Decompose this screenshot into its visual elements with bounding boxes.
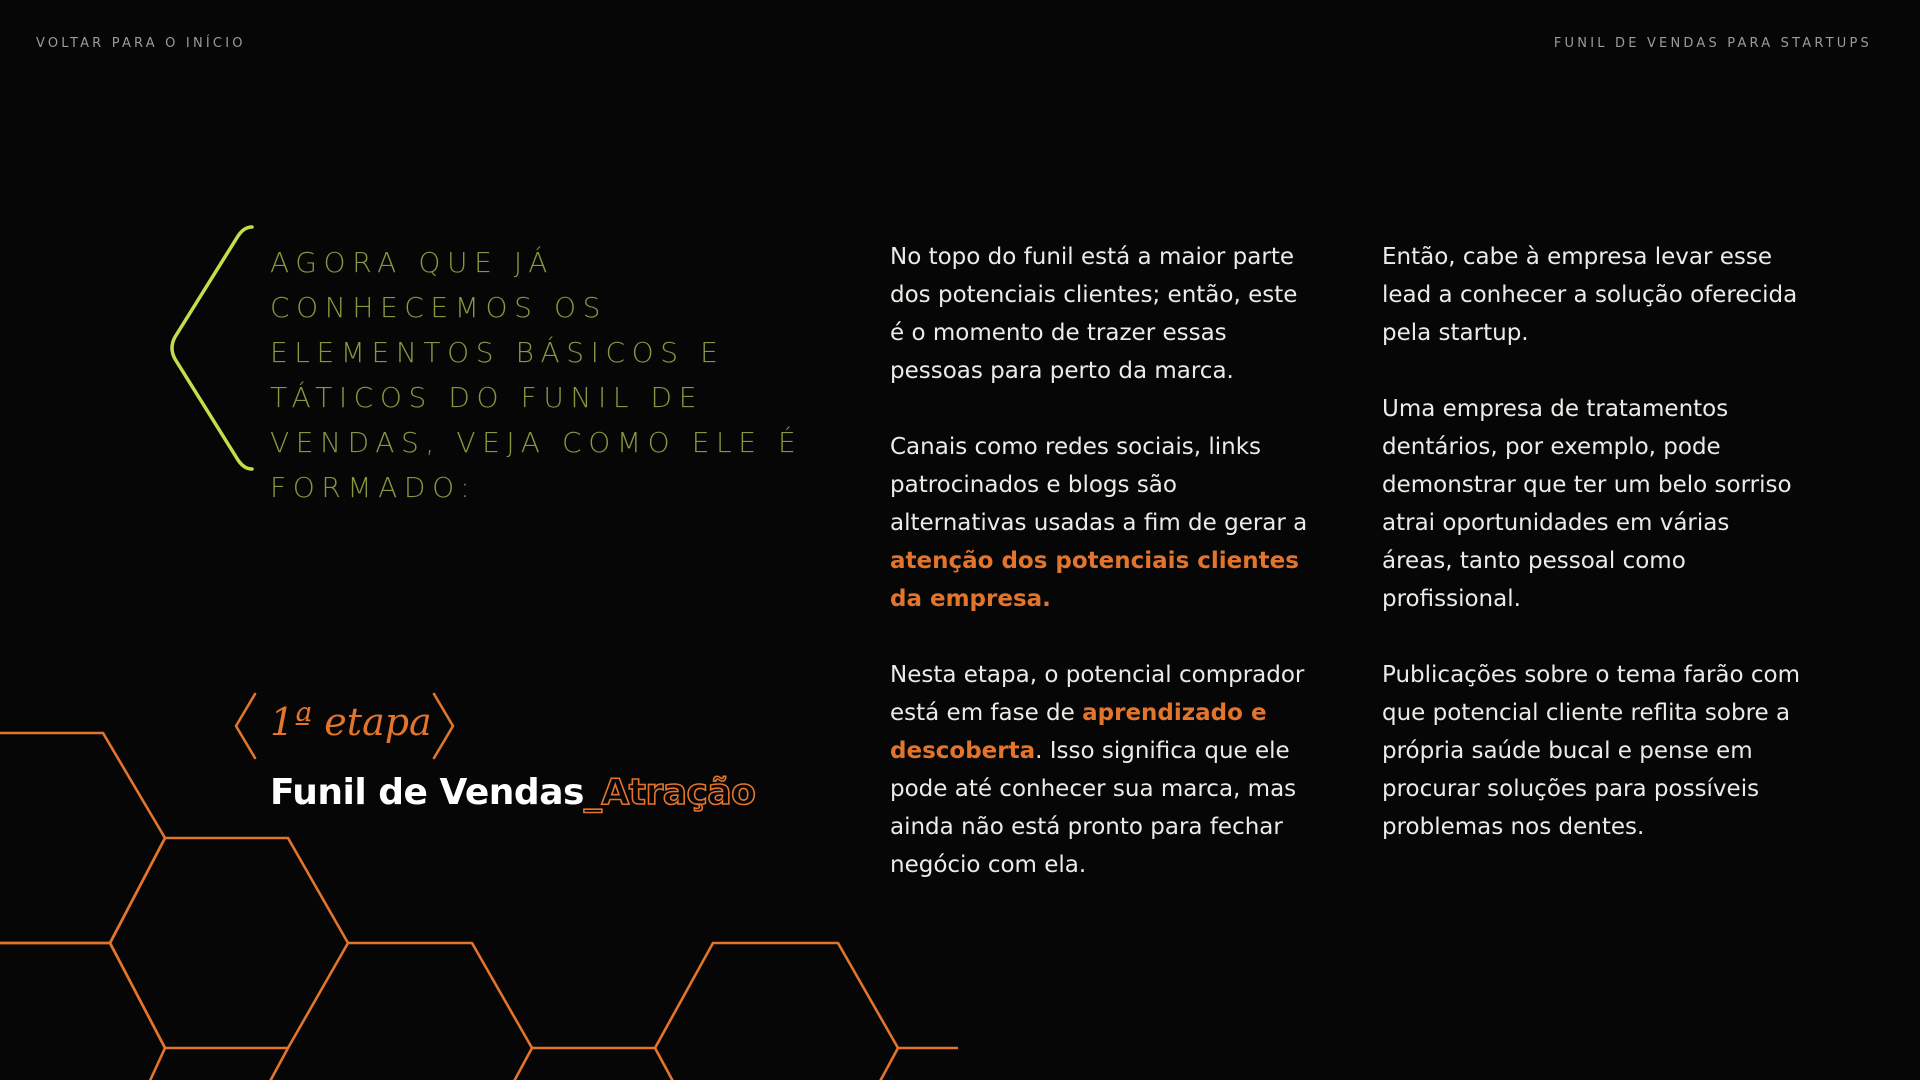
hexagon-shape <box>268 1048 288 1080</box>
hexagon-shape <box>0 733 165 943</box>
stage-bracket-right <box>434 694 453 758</box>
paragraph: Então, cabe à empresa levar esse lead a conhecer a solução oferecida pela startup. <box>1382 244 1798 346</box>
paragraph-text: Nesta etapa, o potencial comprador está em fase de <box>890 662 1305 726</box>
hexagon-shape <box>0 943 165 1080</box>
hexagon-shape <box>655 943 898 1080</box>
paragraph <box>890 428 1310 618</box>
paragraph: No topo do funil está a maior parte dos potenciais clientes; então, este é o momento de trazer essas pessoas para perto da marca. <box>890 244 1298 384</box>
stage-number-label: 1ª etapa <box>270 700 432 744</box>
section-title-link[interactable]: FUNIL DE VENDAS PARA STARTUPS <box>1553 36 1872 51</box>
bracket-shape <box>172 227 252 469</box>
back-to-start-link[interactable]: VOLTAR PARA O INÍCIO <box>36 36 246 51</box>
paragraph: Uma empresa de tratamentos dentários, por exemplo, pode demonstrar que ter um belo sorriso atrai oportunidades em várias áreas, tanto pessoal como profissional. <box>1382 396 1792 612</box>
paragraph <box>890 656 1310 884</box>
paragraph: Publicações sobre o tema farão com que potencial cliente reflita sobre a própria saúde bucal e pense em procurar soluções para possíveis problemas nos dentes. <box>1382 662 1800 840</box>
hexagon-shape <box>348 943 532 1080</box>
highlight-text: atenção dos potenciais clientes da empresa. <box>890 548 1299 612</box>
hexagon-shape <box>110 838 348 1048</box>
text-column-2 <box>1382 238 1802 884</box>
stage-title-accent: _Atração <box>583 772 756 813</box>
highlight-text: aprendizado e descoberta <box>890 700 1267 764</box>
stage-bracket-left <box>236 694 255 758</box>
stage-title-main: Funil de Vendas <box>270 772 584 813</box>
hexagon-shape <box>532 1048 675 1080</box>
text-column-1 <box>890 238 1310 922</box>
paragraph-text: . Isso significa que ele pode até conhecer sua marca, mas ainda não está pronto para fechar negócio com ela. <box>890 738 1297 878</box>
paragraph-text: Canais como redes sociais, links patrocinados e blogs são alternativas usadas a fim de gerar a <box>890 434 1308 536</box>
intro-heading: AGORA QUE JÁ CONHECEMOS OS ELEMENTOS BÁSICOS E TÁTICOS DO FUNIL DE VENDAS, VEJA COMO ELE É FORMADO: <box>270 246 803 504</box>
stage-title <box>270 772 755 813</box>
